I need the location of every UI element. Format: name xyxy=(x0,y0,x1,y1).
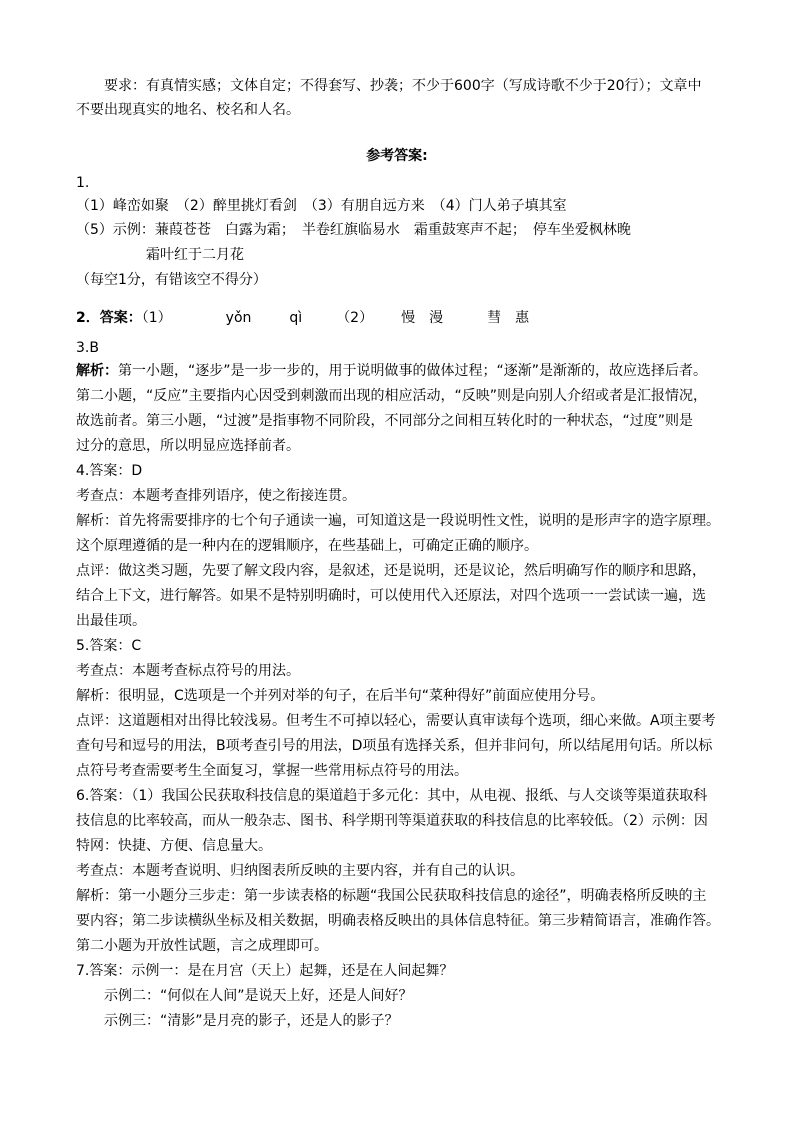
answers-title: 参考答案: xyxy=(366,148,428,164)
requirement-line-2: 不要出现真实的地名、校名和人名。 xyxy=(76,102,300,118)
q4-comment-3: 出最佳项。 xyxy=(76,613,146,629)
q1-number: 1. xyxy=(76,175,90,191)
q1-line-1: （1）峰峦如聚 （2）醉里挑灯看剑 （3）有朋自远方来 （4）门人弟子填其室 xyxy=(76,198,567,214)
q5-comment-2: 查句号和逗号的用法，B项考查引号的用法，D项虽有选择关系，但并非问句，所以结尾用句话。所以标 xyxy=(76,738,713,754)
q2-part2: （2） xyxy=(336,310,374,326)
q1-line-2: （5）示例：蒹葭苍苍 白露为霜； 半卷红旗临易水 霜重鼓寒声不起； 停车坐爱枫林晚 xyxy=(76,222,631,238)
q4-analysis-1: 解析：首先将需要排序的七个句子通读一遍，可知道这是一段说明性文性，说明的是形声字的造字原理。 xyxy=(76,513,720,529)
q2-chars-2: 彗 惠 xyxy=(487,310,530,326)
q3-analysis-line-3: 故选前者。第三小题，“过渡”是指事物不同阶段，不同部分之间相互转化时的一种状态，“过度”则是 xyxy=(76,413,694,429)
q7-answer-1: 7.答案：示例一：是在月宫（天上）起舞，还是在人间起舞？ xyxy=(76,963,454,979)
q5-comment-3: 点符号考查需要考生全面复习，掌握一些常用标点符号的用法。 xyxy=(76,763,468,779)
q2-label: 2．答案： xyxy=(76,310,142,326)
q5-comment-1: 点评：这道题相对出得比较浅易。但考生不可掉以轻心，需要认真审读每个选项，细心来做。A项主要考 xyxy=(76,713,716,729)
q3-number: 3.B xyxy=(76,340,99,356)
q1-line-3: 霜叶红于二月花 xyxy=(146,247,244,263)
q3-analysis-text: 第一小题，“逐步”是一步一步的，用于说明做事的做体过程；“逐渐”是渐渐的，故应选择后者。 xyxy=(118,363,708,379)
q2-chars-1: 慢 漫 xyxy=(401,310,444,326)
q6-analysis-3: 第二小题为开放性试题，言之成理即可。 xyxy=(76,938,328,954)
q2-pinyin-2: qì xyxy=(289,310,303,326)
q1-note: （每空1分，有错该空不得分） xyxy=(76,272,267,288)
q3-analysis-label: 解析： xyxy=(76,363,118,379)
q4-answer: 4.答案：D xyxy=(76,463,143,479)
q5-point: 考查点：本题考查标点符号的用法。 xyxy=(76,663,300,679)
q3-analysis-line-1 xyxy=(76,361,707,381)
q4-comment-1: 点评：做这类习题，先要了解文段内容，是叙述，还是说明，还是议论，然后明确写作的顺序和思路， xyxy=(76,563,706,579)
q4-comment-2: 结合上下文，进行解答。如果不是特别明确时，可以使用代入还原法，对四个选项一一尝试读一遍，选 xyxy=(76,588,706,604)
q6-answer-2: 技信息的比率较高，而从一般杂志、图书、科学期刊等渠道获取的科技信息的比率较低。（2）示例：因 xyxy=(76,813,708,829)
q6-analysis-2: 要内容；第二步读横纵坐标及相关数据，明确表格反映出的具体信息特征。第三步精简语言，准确作答。 xyxy=(76,913,720,929)
q2-answer xyxy=(76,308,529,328)
requirement-line-1: 要求：有真情实感；文体自定；不得套写、抄袭；不少于600字（写成诗歌不少于20行）；文章中 xyxy=(104,78,702,94)
q4-analysis-2: 这个原理遵循的是一种内在的逻辑顺序，在些基础上，可确定正确的顺序。 xyxy=(76,538,538,554)
q3-analysis-line-4: 过分的意思，所以明显应选择前者。 xyxy=(76,438,300,454)
q6-answer-3: 特网：快捷、方便、信息量大。 xyxy=(76,838,272,854)
q7-answer-3: 示例三：“清影”是月亮的影子，还是人的影子？ xyxy=(104,1013,399,1029)
q2-pinyin-1: yǒn xyxy=(225,310,252,326)
q6-analysis-1: 解析：第一小题分三步走：第一步读表格的标题“我国公民获取科技信息的途径”，明确表格所反映的主 xyxy=(76,888,707,904)
q4-point: 考查点：本题考查排列语序，使之衔接连贯。 xyxy=(76,488,356,504)
q5-answer: 5.答案：C xyxy=(76,638,142,654)
q2-part1: （1） xyxy=(141,310,172,326)
q5-analysis-1: 解析：很明显，C选项是一个并列对举的句子，在后半句“菜种得好”前面应使用分号。 xyxy=(76,688,605,704)
q6-point: 考查点：本题考查说明、归纳图表所反映的主要内容，并有自己的认识。 xyxy=(76,863,524,879)
q3-analysis-line-2: 第二小题，“反应”主要指内心因受到刺激而出现的相应活动，“反映”则是向别人介绍或者是汇报情况， xyxy=(76,388,708,404)
q6-answer-1: 6.答案：（1）我国公民获取科技信息的渠道趋于多元化：其中，从电视、报纸、与人交谈等渠道获取科 xyxy=(76,788,708,804)
q7-answer-2: 示例二：“何似在人间”是说天上好，还是人间好？ xyxy=(104,988,413,1004)
